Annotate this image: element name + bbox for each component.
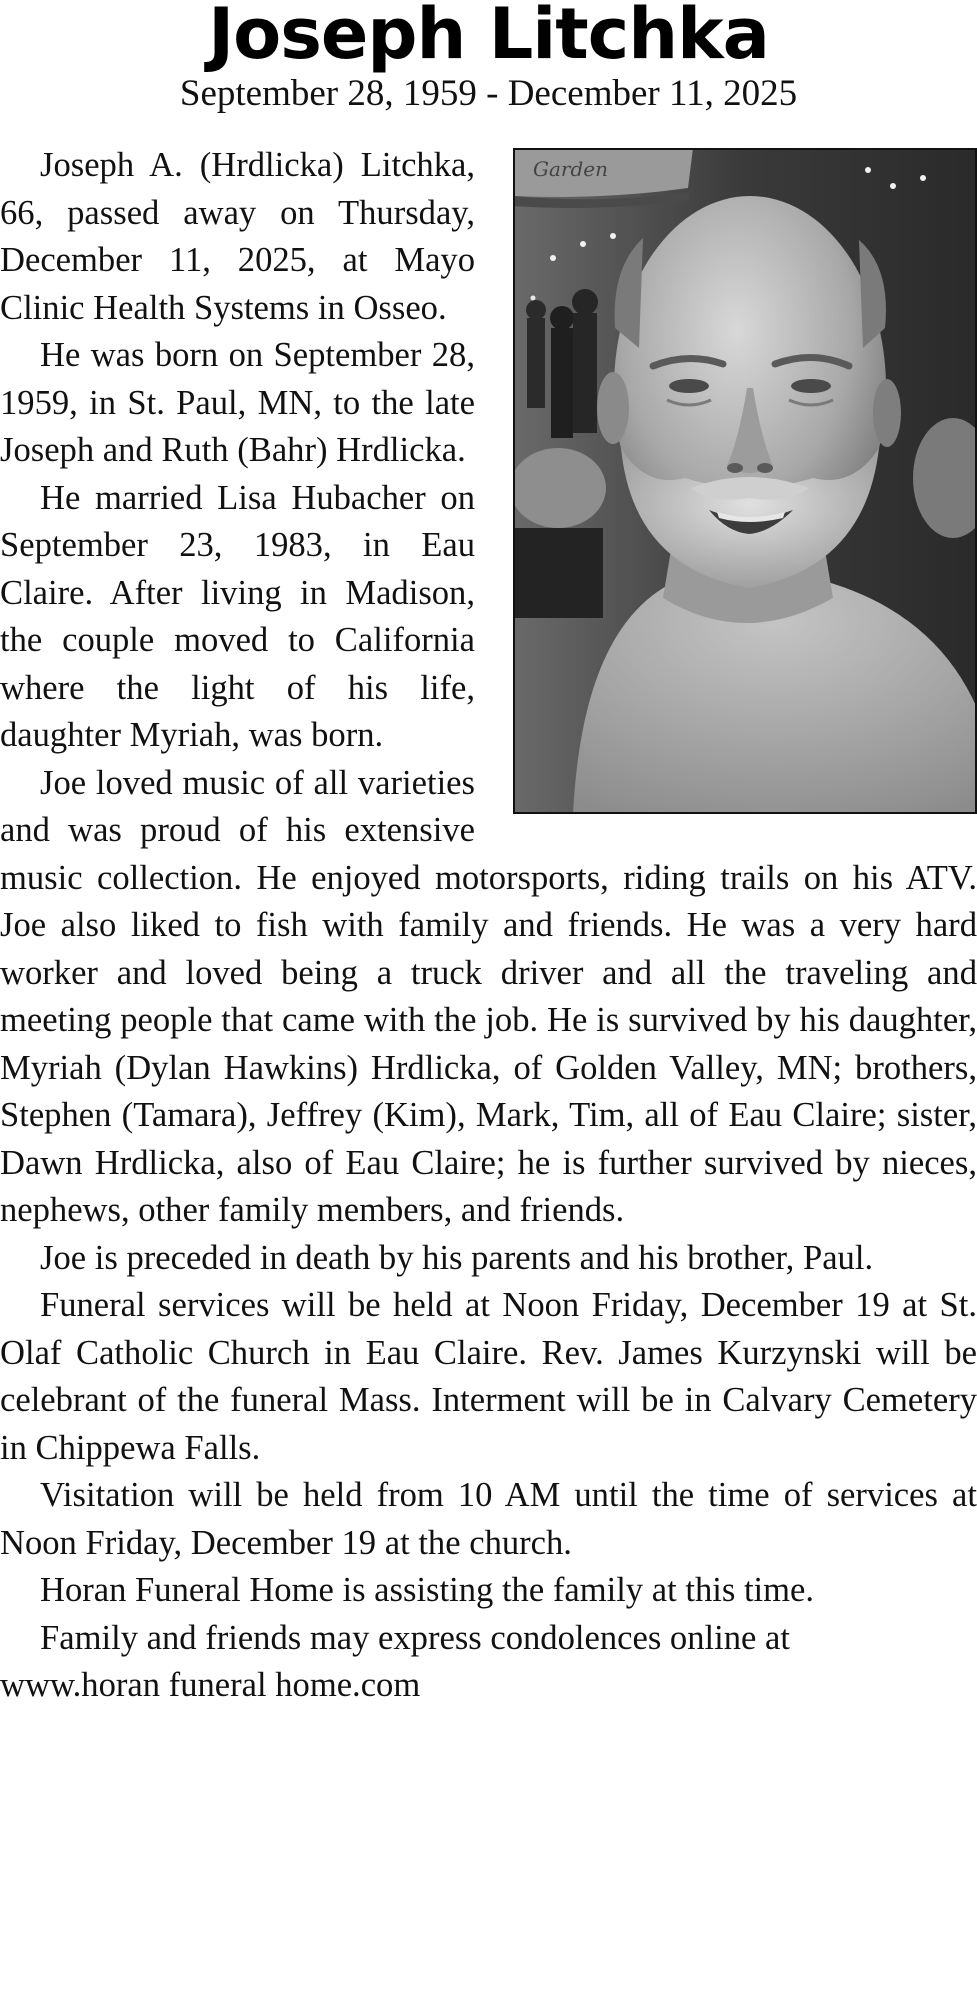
- paragraph-visitation: Visitation will be held from 10 AM until the time of services at Noon Friday, December 19 at the church.: [0, 1476, 977, 1562]
- paragraph-preceded: Joe is preceded in death by his parents and his brother, Paul.: [40, 1238, 874, 1277]
- paragraph-funeral: Funeral services will be held at Noon Friday, December 19 at St. Olaf Catholic Church in Eau Claire. Rev. James Kurzynski will be celebrant of the funeral Mass. Interment will be in Calvary Cemetery in Chippewa Falls.: [0, 1286, 977, 1467]
- paragraph-condolences: Family and friends may express condolences online at: [40, 1618, 790, 1657]
- portrait-image: [513, 148, 977, 814]
- paragraph-life-survivors: Joe loved music of all varieties and was proud of his extensive music collection. He enjoyed motorsports, riding trails on his ATV. Joe also liked to fish with family and friends. He was a very hard worker and loved being a truck driver and all the traveling and meeting people that came with the job. He is survived by his daughter, Myriah (Dylan Hawkins) Hrdlicka, of Golden Valley, MN; brothers, Stephen (Tamara), Jeffrey (Kim), Mark, Tim, all of Eau Claire; sister, Dawn Hrdlicka, also of Eau Claire; he is further survived by nieces, nephews, other family members, and friends.: [0, 763, 977, 1229]
- portrait-photo: [513, 148, 977, 814]
- life-dates: September 28, 1959 - December 11, 2025: [179, 73, 798, 114]
- obituary-text: [0, 142, 977, 1710]
- funeral-home-website-link[interactable]: www.horan funeral home.com: [0, 1666, 421, 1704]
- paragraph-death: Joseph A. (Hrdlicka) Litchka, 66, passed away on Thursday, December 11, 2025, at Mayo Clinic Health Systems in Osseo.: [0, 146, 475, 327]
- deceased-name: Joseph Litchka: [208, 0, 769, 75]
- paragraph-funeral-home: Horan Funeral Home is assisting the family at this time.: [40, 1571, 815, 1609]
- paragraph-marriage: He married Lisa Hubacher on September 23, 1983, in Eau Claire. After living in Madison, the couple moved to California where the light of his life, daughter Myriah, was born.: [0, 478, 475, 754]
- paragraph-birth: He was born on September 28, 1959, in St. Paul, MN, to the late Joseph and Ruth (Bahr) Hrdlicka.: [0, 336, 475, 469]
- garden-sign-text: Garden: [533, 157, 608, 181]
